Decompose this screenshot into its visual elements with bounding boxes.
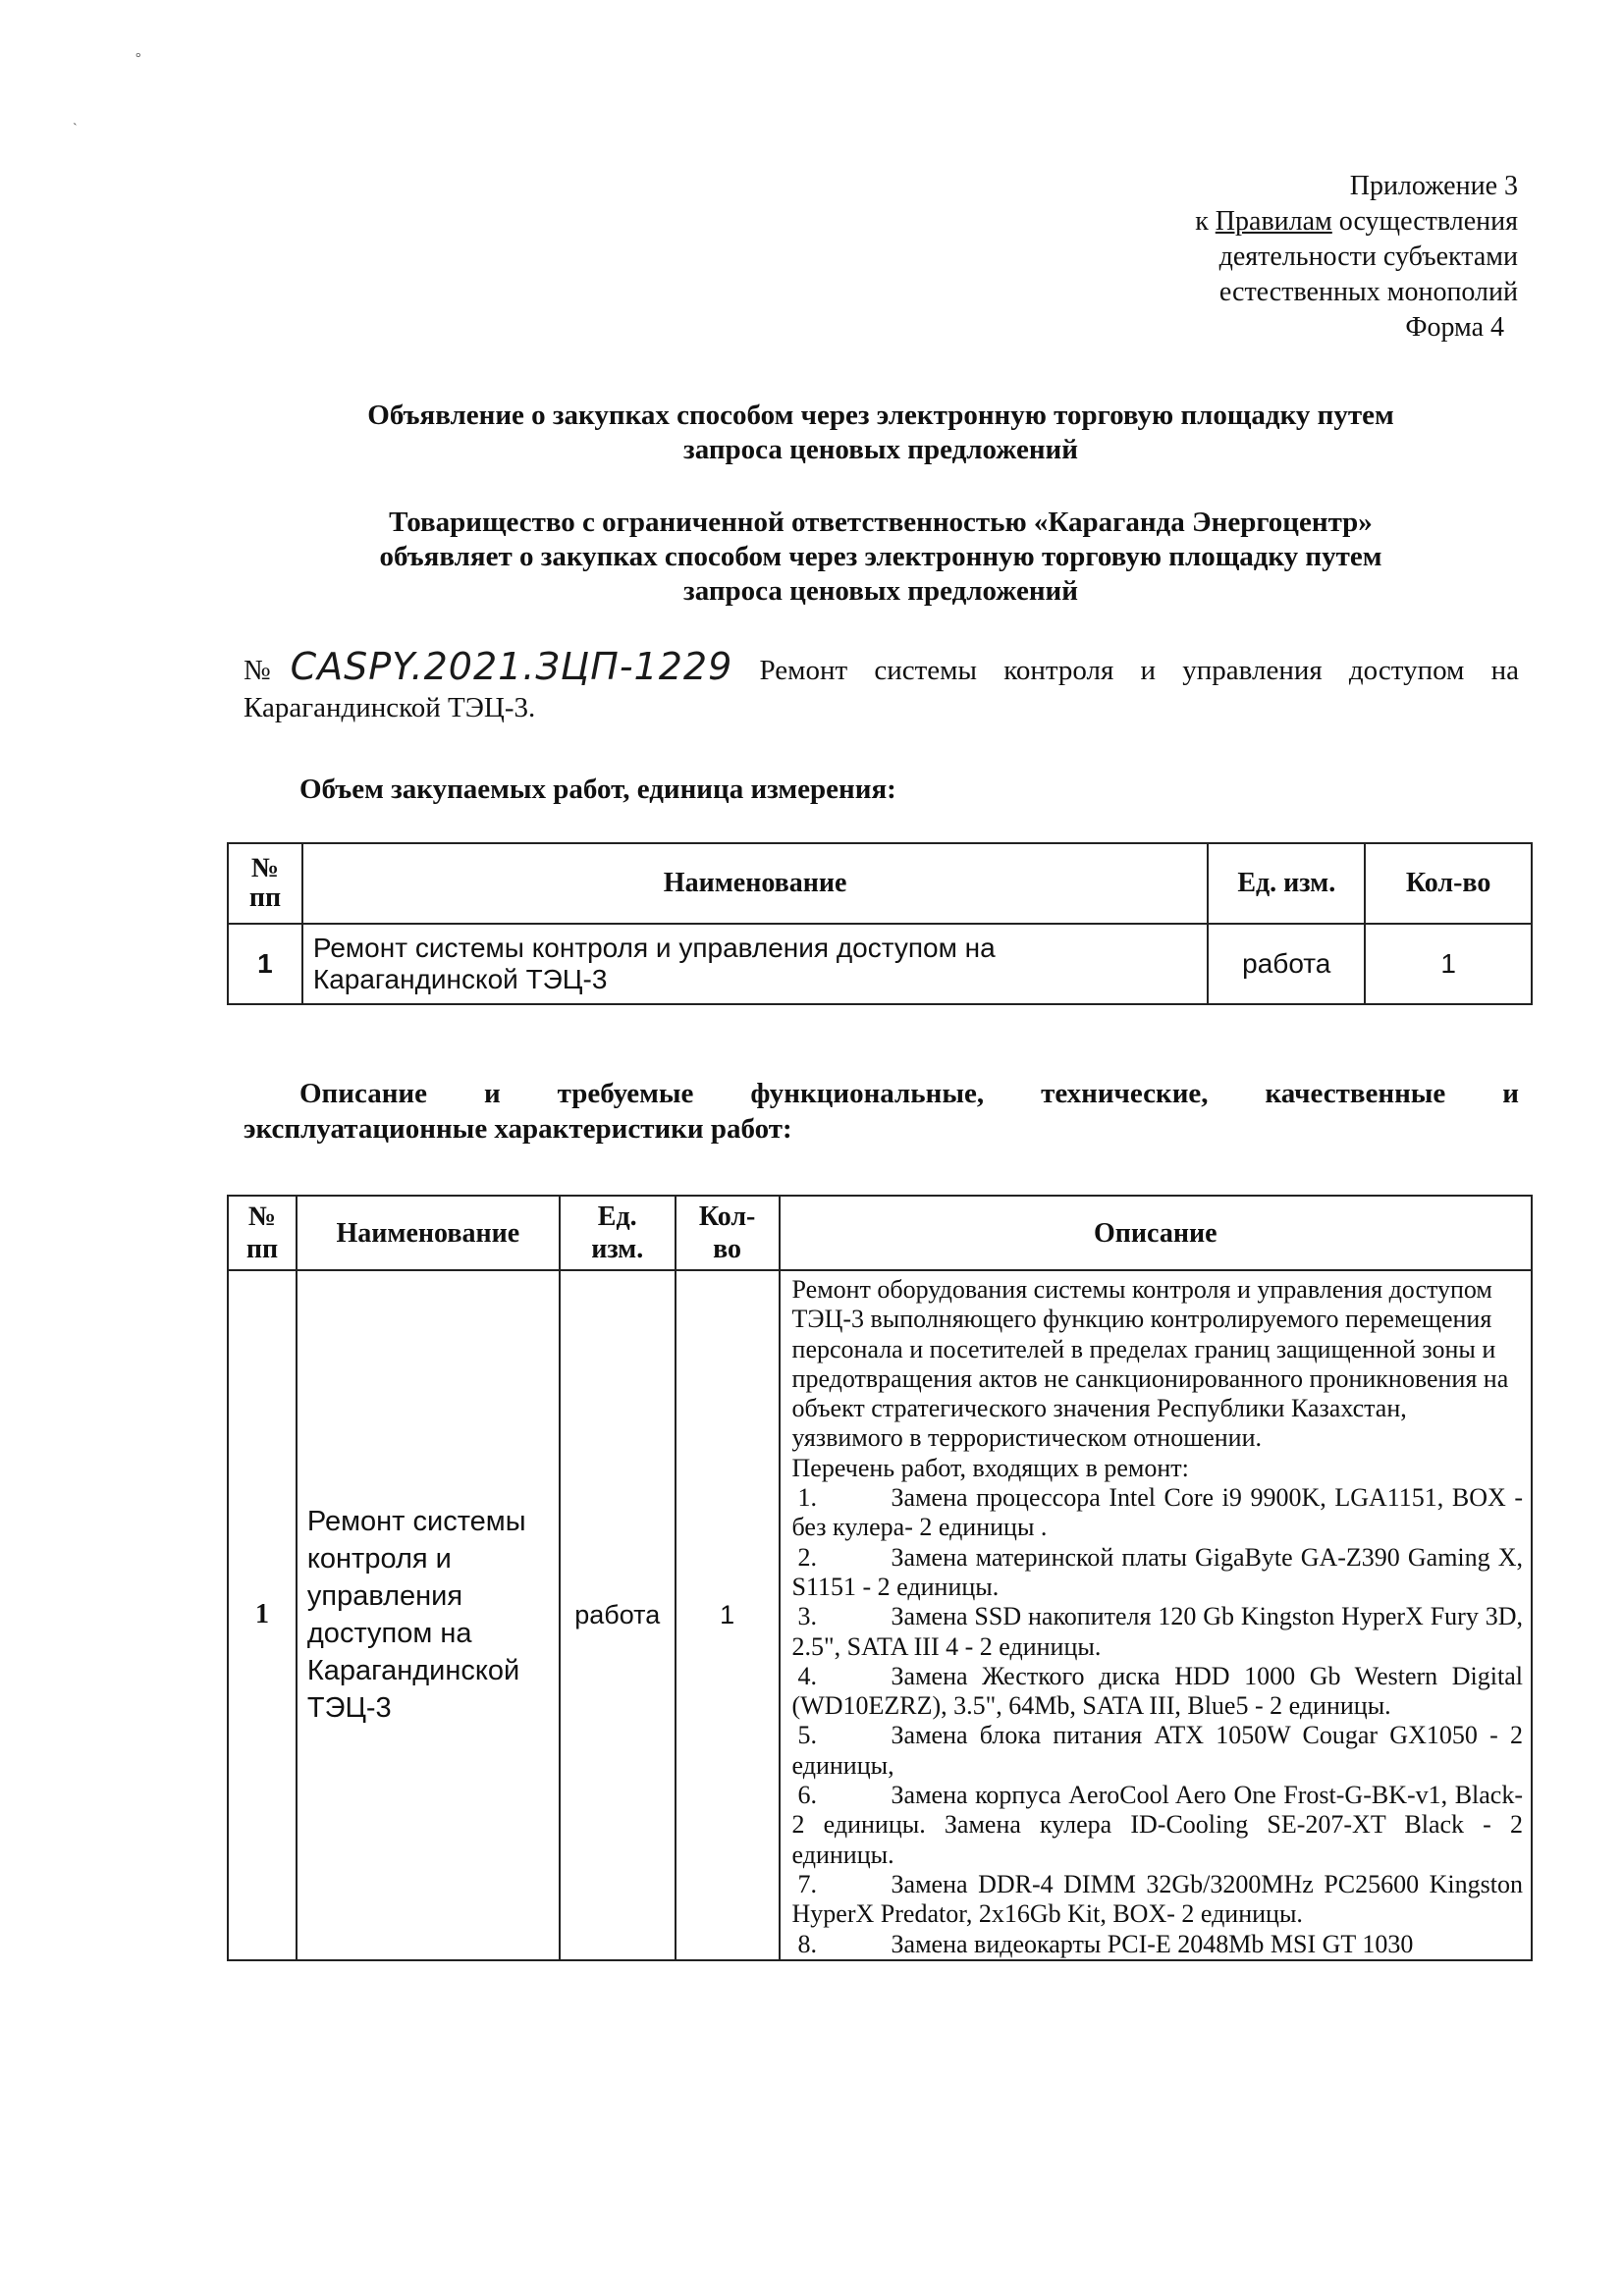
- rules-link[interactable]: Правилам: [1215, 206, 1332, 237]
- annex-line-4: естественных монополий: [1218, 277, 1518, 307]
- row-name: Ремонт системы контроля и управления доступом на Карагандинской ТЭЦ-3: [297, 1270, 560, 1960]
- handwritten-procurement-number: CASPY.2021.ЗЦП-1229: [290, 645, 733, 688]
- procurement-number-line: [243, 645, 1519, 726]
- annex-form-number: Форма 4: [1405, 312, 1504, 343]
- description-heading: Описание и требуемые функциональные, технические, качественные и эксплуатационные характеристики работ:: [243, 1078, 1519, 1145]
- col-header-num: № пп: [228, 1196, 297, 1270]
- volume-table: [227, 842, 1533, 1005]
- row-num: 1: [228, 1270, 297, 1960]
- row-unit: работа: [1208, 924, 1365, 1004]
- document-title: Объявление о закупках способом через электронную торговую площадку путем запроса ценовых предложений: [367, 400, 1394, 465]
- work-list-title: Перечень работ, входящих в ремонт:: [791, 1453, 1189, 1482]
- col-header-qty: Кол- во: [676, 1196, 780, 1270]
- table-header-row: [228, 843, 1532, 924]
- procurement-subject-line-1: Ремонт системы контроля и управления доступом на: [759, 655, 1519, 686]
- list-item: 7. Замена DDR-4 DIMM 32Gb/3200MHz PC25600 Kingston HyperX Predator, 2x16Gb Kit, BOX- 2 единицы.: [791, 1869, 1523, 1929]
- row-description: [780, 1270, 1532, 1960]
- scan-speck: `: [73, 122, 78, 136]
- row-qty: 1: [1365, 924, 1532, 1004]
- document-subtitle: Товарищество с ограниченной ответственностью «Караганда Энергоцентр» объявляет о закупках способом через электронную торговую площадку путем запроса ценовых предложений: [379, 507, 1382, 607]
- list-item: 2. Замена материнской платы GigaByte GA-Z390 Gaming X, S1151 - 2 единицы.: [791, 1542, 1523, 1601]
- procurement-subject-line-2: Карагандинской ТЭЦ-3.: [243, 692, 536, 723]
- row-name: Ремонт системы контроля и управления доступом на Карагандинской ТЭЦ-3: [302, 924, 1208, 1004]
- col-header-num: № пп: [228, 843, 302, 924]
- volume-heading: Объем закупаемых работ, единица измерения:: [299, 774, 896, 805]
- number-sign: №: [243, 655, 291, 686]
- list-item: 8. Замена видеокарты PCI-E 2048Mb MSI GT 1030: [797, 1929, 1414, 1958]
- col-header-unit: Ед. изм.: [1208, 843, 1365, 924]
- table-row: [228, 924, 1532, 1004]
- list-item: 3. Замена SSD накопителя 120 Gb Kingston HyperX Fury 3D, 2.5", SATA III 4 - 2 единицы.: [791, 1602, 1523, 1661]
- col-header-description: Описание: [780, 1196, 1532, 1270]
- description-intro: Ремонт оборудования системы контроля и управления доступом ТЭЦ-3 выполняющего функцию контролируемого перемещения персонала и посетителей в пределах границ защищенной зоны и предотвращения актов не санкционированного проникновения на объект стратегического значения Республики Казахстан, уязвимого в террористическом отношении.: [791, 1275, 1509, 1453]
- table-header-row: [228, 1196, 1532, 1270]
- list-item: 6. Замена корпуса AeroCool Aero One Frost-G-BK-v1, Black- 2 единицы. Замена кулера ID-Cooling SE-207-XT Black - 2 единицы.: [791, 1781, 1523, 1869]
- col-header-name: Наименование: [302, 843, 1208, 924]
- list-item: 4. Замена Жесткого диска HDD 1000 Gb Western Digital (WD10EZRZ), 3.5", 64Mb, SATA III, Blue5 - 2 единицы.: [791, 1661, 1523, 1721]
- row-unit: работа: [560, 1270, 676, 1960]
- table-row: [228, 1270, 1532, 1960]
- col-header-unit: Ед. изм.: [560, 1196, 676, 1270]
- list-item: 5. Замена блока питания ATX 1050W Cougar GX1050 - 2 единицы,: [791, 1721, 1523, 1780]
- col-header-qty: Кол-во: [1365, 843, 1532, 924]
- annex-line-3: деятельности субъектами: [1218, 241, 1518, 272]
- list-item: 1. Замена процессора Intel Core i9 9900K, LGA1151, BOX - без кулера- 2 единицы .: [791, 1483, 1523, 1542]
- description-table: [227, 1195, 1533, 1961]
- row-num: 1: [228, 924, 302, 1004]
- annex-line-1: Приложение 3: [1349, 171, 1518, 201]
- annex-block: [1195, 169, 1518, 346]
- col-header-name: Наименование: [297, 1196, 560, 1270]
- scan-speck: °: [135, 51, 141, 66]
- row-qty: 1: [676, 1270, 780, 1960]
- annex-line-2: к Правилам осуществления: [1195, 206, 1518, 237]
